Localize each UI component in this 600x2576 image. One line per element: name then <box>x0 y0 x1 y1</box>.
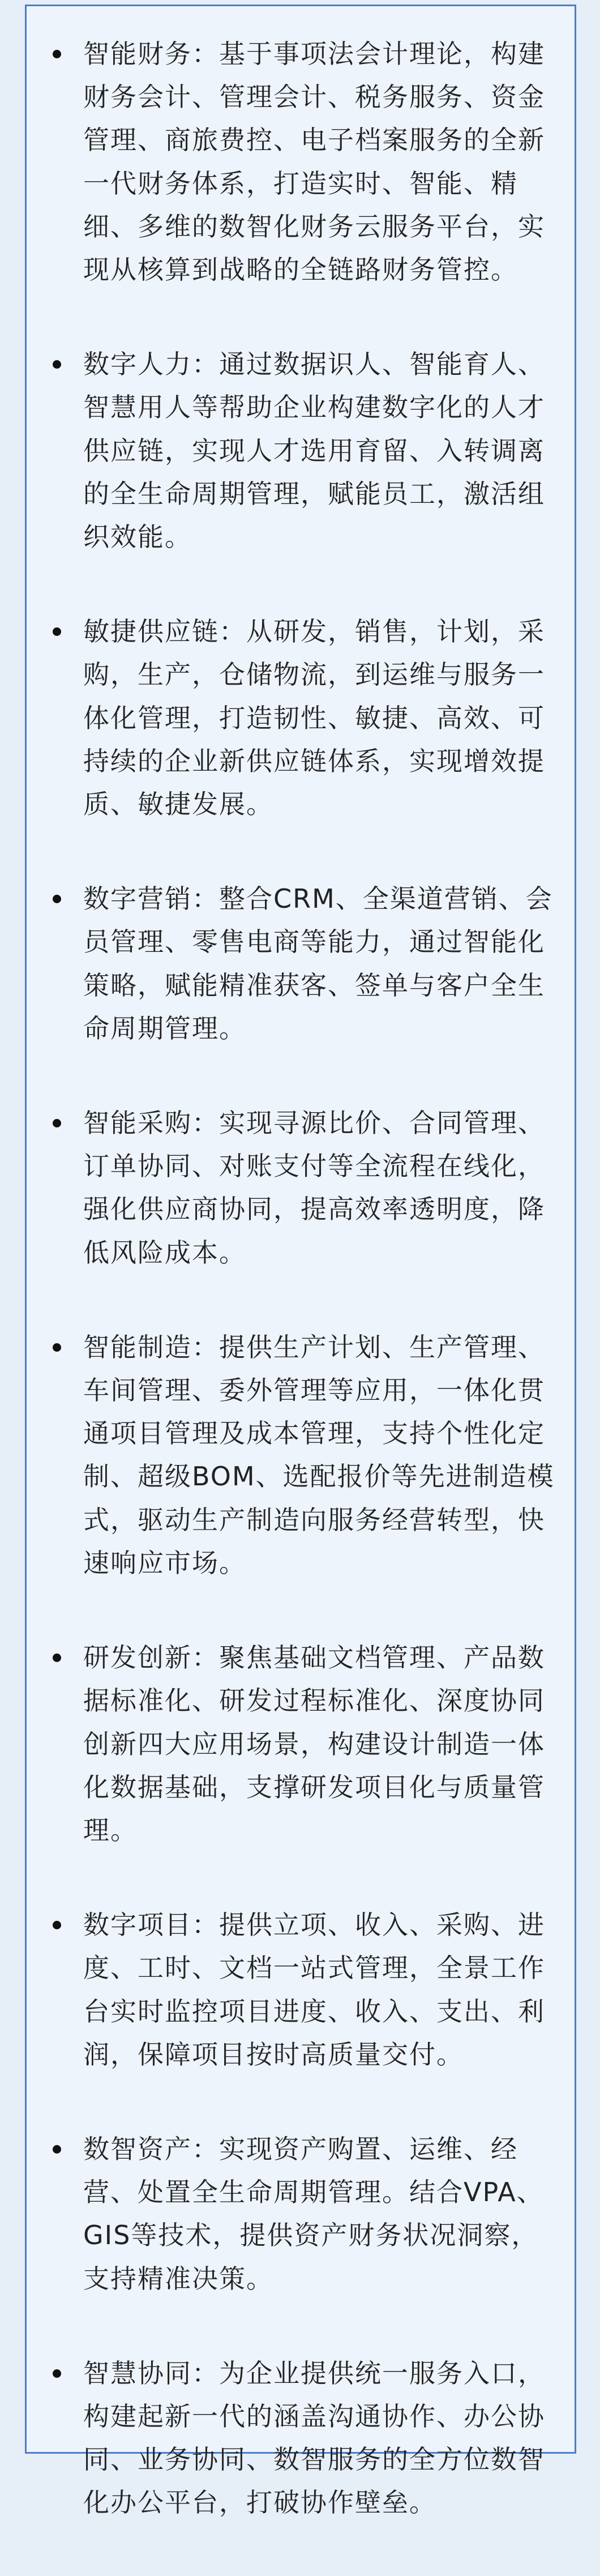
bullet-dot-icon <box>53 1343 61 1352</box>
bullet-dot-icon <box>53 2369 61 2378</box>
list-item-marketing <box>83 877 560 1050</box>
list-item-text: 数字营销：整合CRM、全渠道营销、会员管理、零售电商等能力，通过智能化策略，赋能精准获客、签单与客户全生命周期管理。 <box>83 883 553 1044</box>
list-item-text: 敏捷供应链：从研发，销售，计划，采购，生产，仓储物流，到运维与服务一体化管理，打造韧性、敏捷、高效、可持续的企业新供应链体系，实现增效提质、敏捷发展。 <box>83 616 545 820</box>
bullet-dot-icon <box>53 1921 61 1929</box>
list-item-procurement <box>83 1101 560 1274</box>
list-item-text: 研发创新：聚焦基础文档管理、产品数据标准化、研发过程标准化、深度协同创新四大应用场景，构建设计制造一体化数据基础，支撑研发项目化与质量管理。 <box>83 1642 545 1846</box>
list-item-projects <box>83 1903 560 2076</box>
bullet-dot-icon <box>53 360 61 369</box>
list-item-assets <box>83 2128 560 2300</box>
list-item-text: 智慧协同：为企业提供统一服务入口，构建起新一代的涵盖沟通协作、办公协同、业务协同、数智服务的全方位数智化办公平台，打破协作壁垒。 <box>83 2357 545 2518</box>
bullet-dot-icon <box>53 1119 61 1127</box>
bullet-dot-icon <box>53 895 61 903</box>
list-item-text: 智能制造：提供生产计划、生产管理、车间管理、委外管理等应用，一体化贯通项目管理及成本管理，支持个性化定制、超级BOM、选配报价等先进制造模式，驱动生产制造向服务经营转型，快速响应市场。 <box>83 1331 555 1578</box>
bullet-dot-icon <box>53 50 61 58</box>
list-item-text: 数字人力：通过数据识人、智能育人、智慧用人等帮助企业构建数字化的人才供应链，实现人才选用育留、入转调离的全生命周期管理，赋能员工，激活组织效能。 <box>83 349 545 553</box>
list-item-text: 数字项目：提供立项、收入、采购、进度、工时、文档一站式管理，全景工作台实时监控项目进度、收入、支出、利润，保障项目按时高质量交付。 <box>83 1909 545 2070</box>
list-item-text: 数智资产：实现资产购置、运维、经营、处置全生命周期管理。结合VPA、GIS等技术，提供资产财务状况洞察，支持精准决策。 <box>83 2133 544 2294</box>
content-card <box>25 5 576 2518</box>
feature-list <box>83 32 560 2576</box>
list-item-finance <box>83 32 560 291</box>
bullet-dot-icon <box>53 2145 61 2154</box>
list-item-rnd <box>83 1636 560 1852</box>
bullet-dot-icon <box>53 1654 61 1662</box>
list-item-supply-chain <box>83 610 560 826</box>
list-item-hr <box>83 343 560 558</box>
list-item-text: 智能采购：实现寻源比价、合同管理、订单协同、对账支付等全流程在线化，强化供应商协同，提高效率透明度，降低风险成本。 <box>83 1108 545 1268</box>
list-item-manufacturing <box>83 1326 560 1584</box>
list-item-text: 智能财务：基于事项法会计理论，构建财务会计、管理会计、税务服务、资金管理、商旅费控、电子档案服务的全新一代财务体系，打造实时、智能、精细、多维的数智化财务云服务平台，实现从核算到战略的全链路财务管控。 <box>83 39 545 285</box>
bullet-dot-icon <box>53 627 61 636</box>
list-item-collaboration <box>83 2352 560 2524</box>
